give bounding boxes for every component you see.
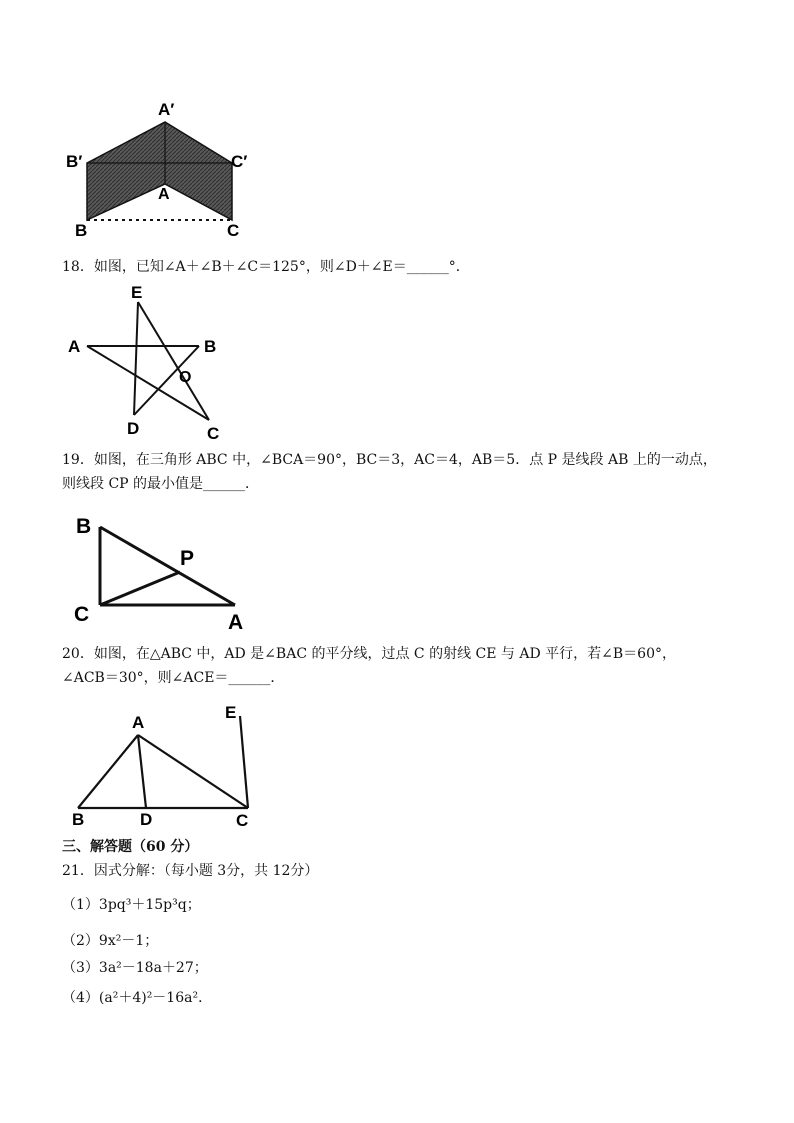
question-19-line-2: 则线段 CP 的最小值是______． bbox=[62, 476, 260, 492]
label-c-prime: C′ bbox=[231, 152, 248, 171]
label-a: A bbox=[228, 611, 244, 634]
label-b: B bbox=[72, 810, 85, 829]
figure-18-star bbox=[60, 282, 240, 442]
question-20-line-1: 20．如图，在△ABC 中，AD 是∠BAC 的平分线，过点 C 的射线 CE 与 AD 平行，若∠B＝60°， bbox=[62, 646, 676, 662]
figure-20-triangle bbox=[60, 698, 280, 833]
figure-17 bbox=[60, 95, 280, 245]
label-o: O bbox=[179, 369, 192, 386]
side-ab bbox=[100, 527, 235, 605]
label-a-prime: A′ bbox=[158, 100, 175, 119]
side-ab bbox=[78, 735, 138, 808]
label-a: A bbox=[68, 337, 81, 356]
label-e: E bbox=[131, 283, 143, 302]
ray-ce bbox=[240, 716, 248, 808]
label-c: C bbox=[74, 603, 90, 626]
label-e: E bbox=[225, 703, 237, 722]
section-3-heading: 三、解答题（60 分） bbox=[62, 839, 199, 855]
edge-e-d bbox=[134, 302, 138, 415]
label-c: C bbox=[227, 221, 240, 240]
question-21-item-1: （1）3pq³＋15p³q； bbox=[62, 897, 201, 913]
question-21-item-2: （2）9x²－1； bbox=[62, 933, 159, 949]
label-d: D bbox=[127, 419, 140, 438]
label-b: B bbox=[75, 221, 88, 240]
label-b: B bbox=[76, 515, 92, 538]
figure-19-triangle bbox=[60, 505, 260, 635]
label-a: A bbox=[132, 713, 145, 732]
label-a: A bbox=[158, 186, 170, 203]
question-21-item-3: （3）3a²－18a＋27； bbox=[62, 960, 208, 976]
side-ac bbox=[138, 735, 248, 808]
question-19-line-1: 19．如图，在三角形 ABC 中，∠BCA＝90°，BC＝3，AC＝4，AB＝5．点 P 是线段 AB 上的一动点， bbox=[62, 452, 717, 468]
label-b-prime: B′ bbox=[66, 152, 83, 171]
label-b: B bbox=[204, 337, 217, 356]
edge-c-e bbox=[138, 302, 209, 420]
shaded-region bbox=[87, 122, 232, 220]
question-21-title: 21．因式分解：（每小题 3分，共 12分） bbox=[62, 863, 319, 879]
segment-cp bbox=[100, 572, 180, 605]
bisector-ad bbox=[138, 735, 146, 808]
question-21-item-4: （4）(a²＋4)²－16a²． bbox=[62, 990, 213, 1006]
label-c: C bbox=[236, 811, 249, 830]
label-c: C bbox=[207, 424, 220, 442]
question-18-text: 18．如图，已知∠A＋∠B＋∠C＝125°，则∠D＋∠E＝______°． bbox=[62, 259, 470, 275]
question-20-line-2: ∠ACB＝30°，则∠ACE＝______． bbox=[62, 670, 285, 686]
label-d: D bbox=[140, 810, 153, 829]
label-p: P bbox=[180, 547, 195, 570]
